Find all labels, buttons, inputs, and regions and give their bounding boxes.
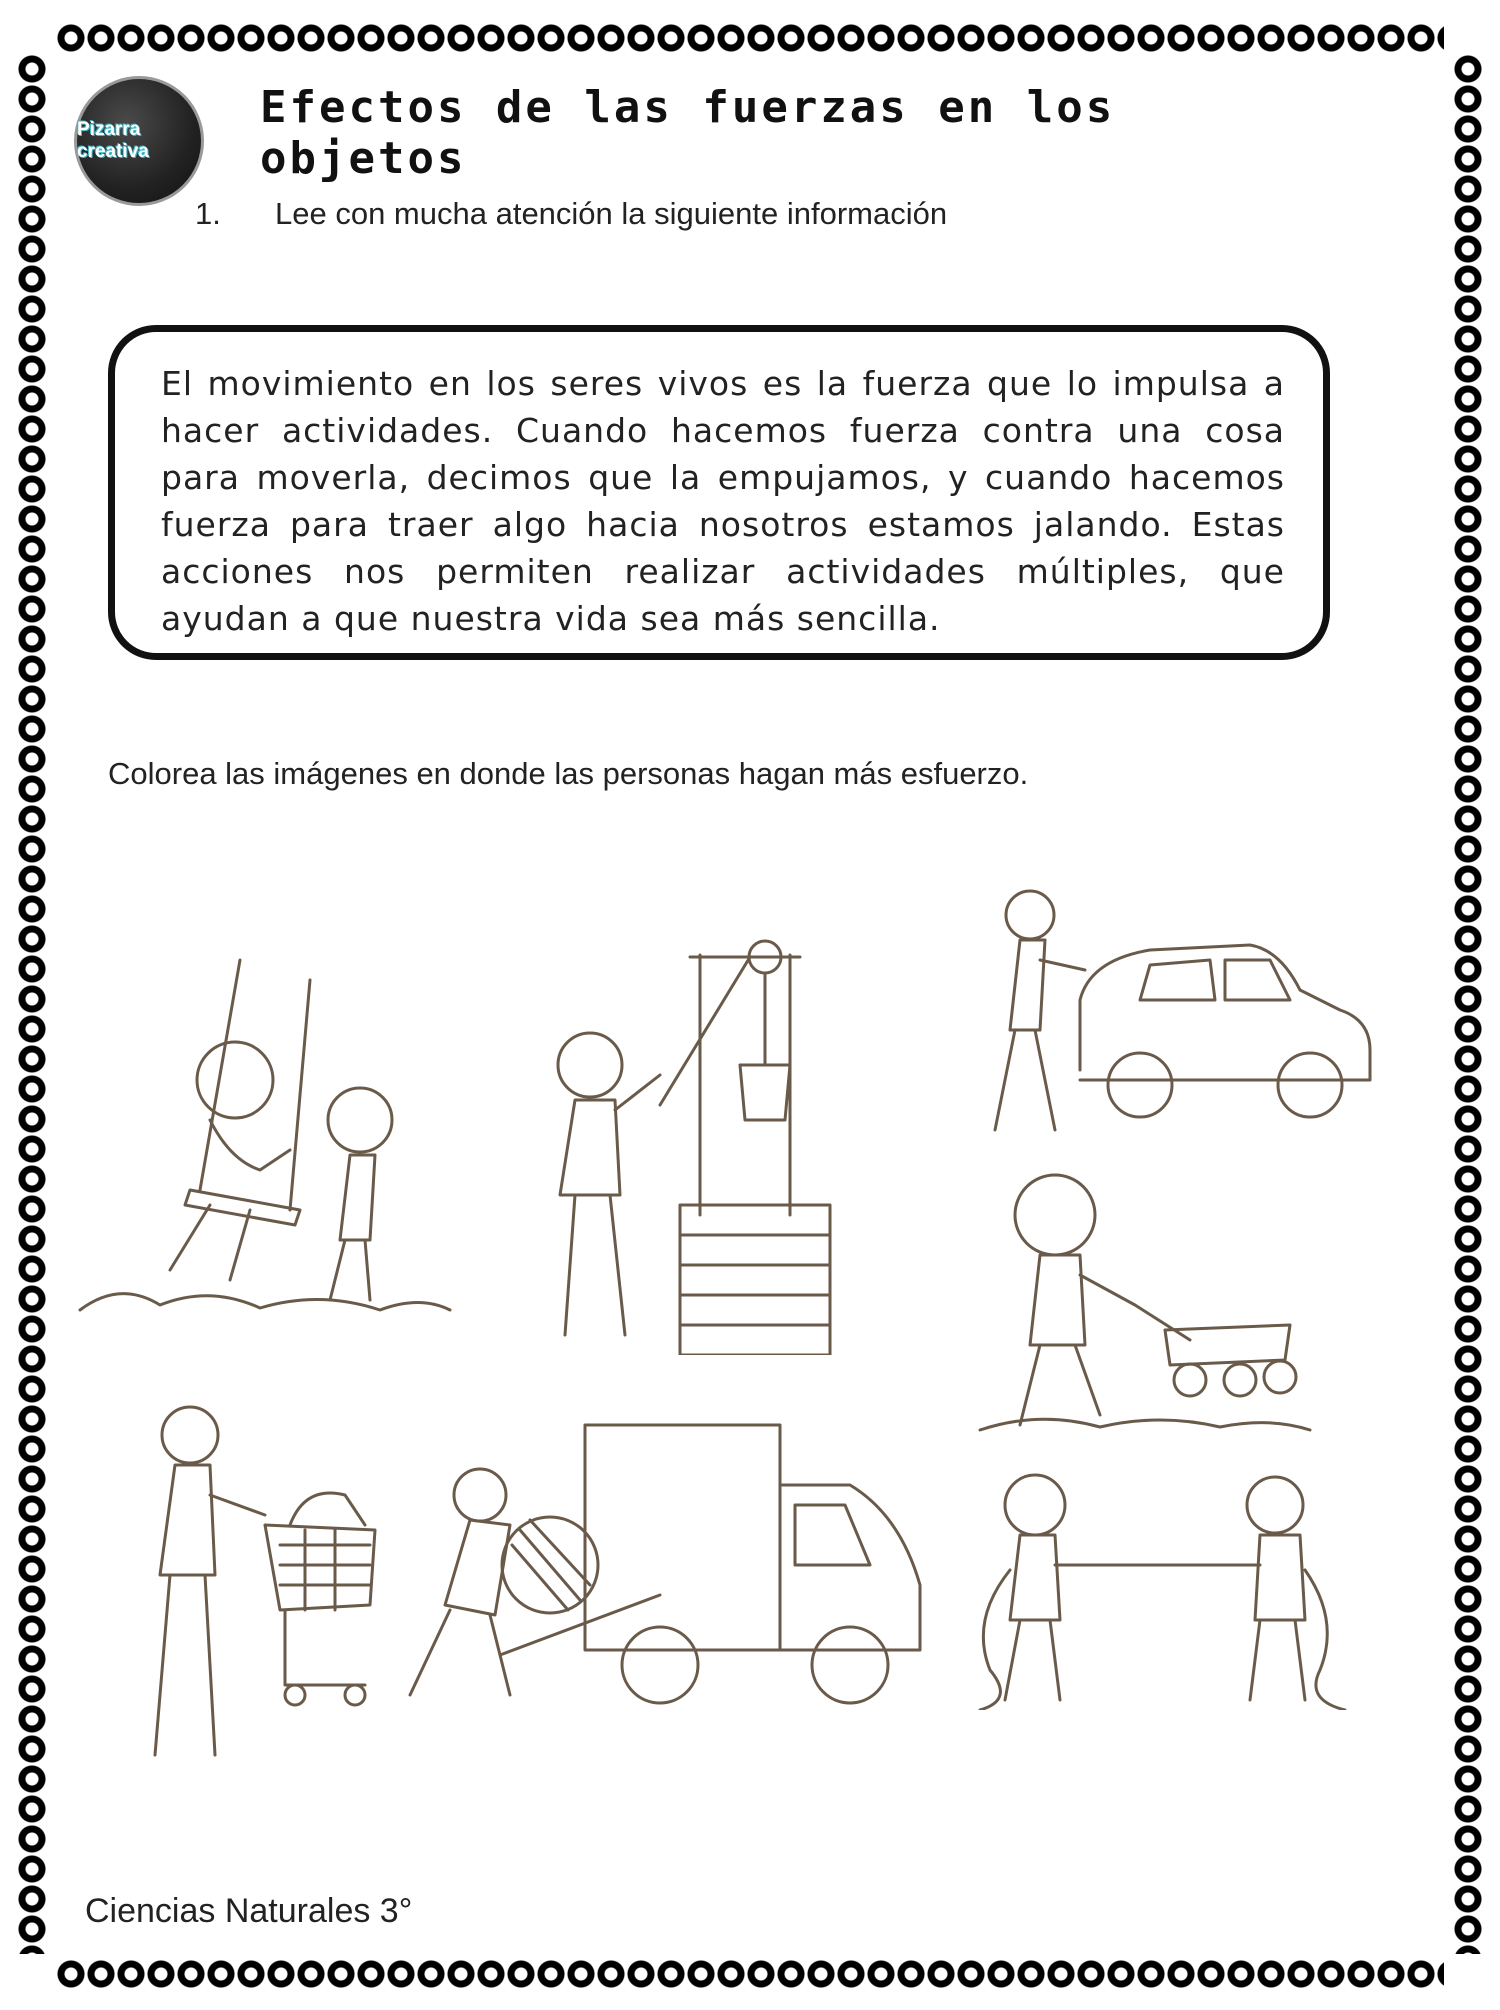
step-text: Lee con mucha atención la siguiente información bbox=[275, 196, 948, 231]
heart-border-top bbox=[56, 14, 1444, 62]
car-push-illustration bbox=[950, 880, 1380, 1140]
swing-illustration bbox=[60, 950, 460, 1330]
subject-footer: Ciencias Naturales 3° bbox=[85, 1892, 413, 1930]
shopping-cart-illustration bbox=[115, 1395, 385, 1775]
step-number: 1. bbox=[195, 196, 221, 231]
pizarra-creativa-logo bbox=[74, 76, 204, 206]
heart-border-bottom bbox=[56, 1950, 1444, 1998]
heart-border-left bbox=[8, 54, 56, 1954]
tug-of-war-illustration bbox=[960, 1470, 1360, 1710]
instruction-read bbox=[195, 196, 947, 232]
wagon-pull-illustration bbox=[960, 1155, 1320, 1435]
instruction-coloring: Colorea las imágenes en donde las personas hagan más esfuerzo. bbox=[108, 756, 1029, 791]
well-illustration bbox=[540, 935, 860, 1355]
heart-border-right bbox=[1444, 54, 1492, 1954]
page-title: Efectos de las fuerzas en los objetos bbox=[260, 82, 1116, 184]
truck-barrel-illustration bbox=[400, 1395, 940, 1735]
info-box bbox=[108, 325, 1330, 660]
info-text: El movimiento en los seres vivos es la fuerza que lo impulsa a hacer actividades. Cuando hacemos fuerza contra una cosa para moverla, decimos que la empujamos, y cuando hacemos fuerza para traer algo hacia nosotros estamos jalando. Estas acciones nos permiten realizar actividades múltiples, que ayudan a que nuestra vida sea más sencilla. bbox=[161, 364, 1285, 638]
logo-text: Pizarra creativa bbox=[77, 119, 149, 162]
